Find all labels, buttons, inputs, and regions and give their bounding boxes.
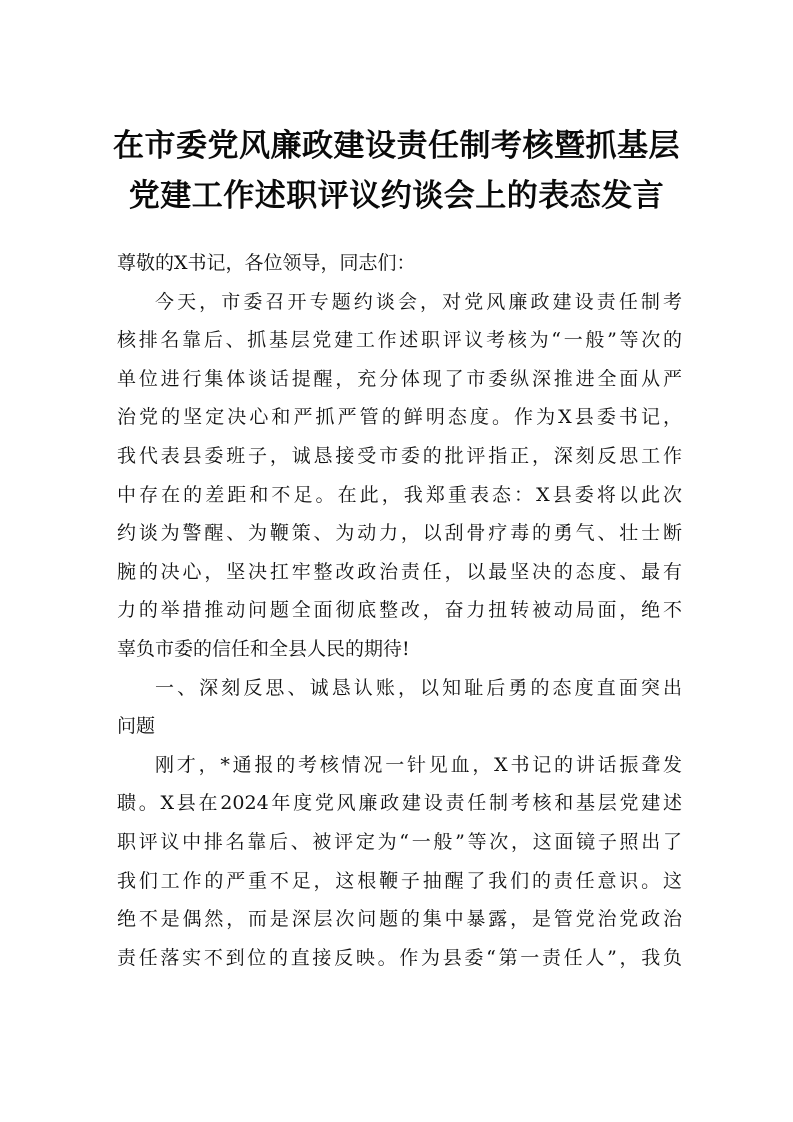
paragraph-line: 刚才，*通报的考核情况一针见血，X书记的讲话振聋发 [155,753,682,776]
paragraph-line: 今天，市委召开专题约谈会，对党风廉政建设责任制考 [155,290,682,313]
paragraph-line: 辜负市委的信任和全县人民的期待! [117,637,410,660]
paragraph-line: 我们工作的严重不足，这根鞭子抽醒了我们的责任意识。这 [117,869,682,892]
paragraph-line: 约谈为警醒、为鞭策、为动力，以刮骨疗毒的勇气、壮士断 [117,522,682,545]
paragraph-line: 中存在的差距和不足。在此，我郑重表态：X县委将以此次 [117,483,682,506]
paragraph-1 [117,283,682,669]
salutation: 尊敬的X书记，各位领导，同志们： [117,252,416,274]
document-title-line-2: 党建工作述职评议约谈会上的表态发言 [128,178,665,214]
section-heading-1 [117,669,682,746]
paragraph-line: 核排名靠后、抓基层党建工作述职评议考核为“一般”等次的 [117,329,682,352]
paragraph-line: 单位进行集体谈话提醒，充分体现了市委纵深推进全面从严 [117,367,682,390]
paragraph-line: 腕的决心，坚决扛牢整改政治责任，以最坚决的态度、最有 [117,560,682,583]
paragraph-line: 绝不是偶然，而是深层次问题的集中暴露，是管党治党政治 [117,908,682,931]
paragraph-line: 力的举措推动问题全面彻底整改，奋力扭转被动局面，绝不 [117,599,682,622]
heading-line: 一、深刻反思、诚恳认账，以知耻后勇的态度直面突出 [155,676,682,699]
paragraph-line: 聩。X县在2024年度党风廉政建设责任制考核和基层党建述 [117,792,682,815]
paragraph-2 [117,746,682,978]
paragraph-line: 责任落实不到位的直接反映。作为县委“第一责任人”，我负 [117,946,682,969]
document-title-line-1: 在市委党风廉政建设责任制考核暨抓基层 [113,128,680,164]
paragraph-line: 我代表县委班子，诚恳接受市委的批评指正，深刻反思工作 [117,444,682,467]
paragraph-line: 职评议中排名靠后、被评定为“一般”等次，这面镜子照出了 [117,830,682,853]
document-body [117,244,682,977]
heading-line: 问题 [117,715,156,738]
paragraph-line: 治党的坚定决心和严抓严管的鲜明态度。作为X县委书记， [117,406,682,429]
